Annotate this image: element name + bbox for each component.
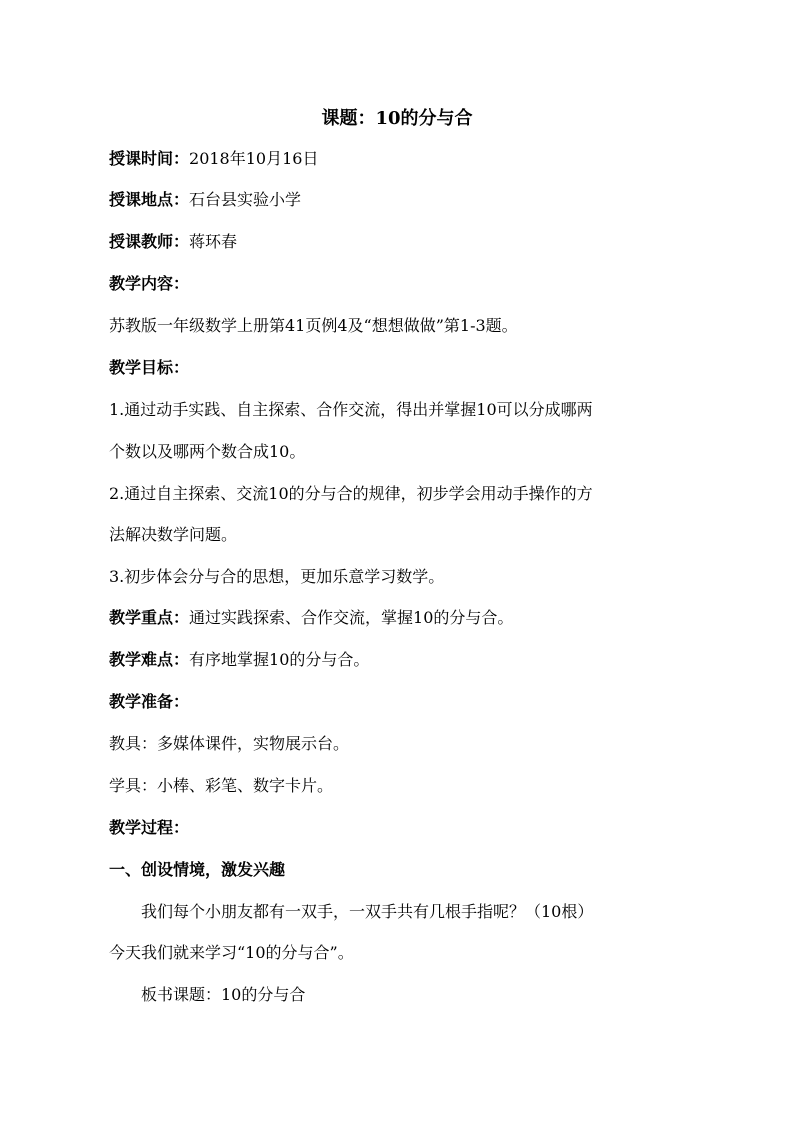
difficulty-label: 教学难点： — [109, 650, 190, 669]
process-section-1: 一、创设情境，激发兴趣 — [109, 860, 286, 879]
content-heading: 教学内容： — [109, 274, 190, 293]
goal-2-line-1: 2.通过自主探索、交流10的分与合的规律，初步学会用动手操作的方 — [109, 484, 593, 503]
student-tools: 学具：小棒、彩笔、数字卡片。 — [109, 776, 334, 795]
teacher-tools: 教具：多媒体课件，实物展示台。 — [109, 734, 350, 753]
key-point — [109, 605, 709, 631]
info-time — [109, 146, 709, 172]
info-teacher-label: 授课教师： — [109, 232, 190, 251]
key-point-text: 通过实践探索、合作交流，掌握10的分与合。 — [189, 608, 514, 627]
info-place-value: 石台县实验小学 — [189, 190, 302, 209]
process-paragraph-2: 板书课题：10的分与合 — [141, 985, 306, 1004]
goals-heading: 教学目标： — [109, 358, 190, 377]
info-place-label: 授课地点： — [109, 190, 190, 209]
process-paragraph-1-line-2: 今天我们就来学习“10的分与合”。 — [109, 943, 354, 962]
goal-1-line-1: 1.通过动手实践、自主探索、合作交流，得出并掌握10可以分成哪两 — [109, 400, 593, 419]
goal-2-line-2: 法解决数学问题。 — [109, 525, 238, 544]
process-heading: 教学过程： — [109, 818, 190, 837]
lesson-title: 课题：10的分与合 — [321, 108, 473, 129]
difficulty — [109, 647, 709, 673]
key-point-label: 教学重点： — [109, 608, 190, 627]
info-teacher — [109, 229, 709, 255]
difficulty-text: 有序地掌握10的分与合。 — [189, 650, 370, 669]
info-time-label: 授课时间： — [109, 149, 190, 168]
content-text: 苏教版一年级数学上册第41页例4及“想想做做”第1-3题。 — [109, 316, 518, 335]
info-place — [109, 187, 709, 213]
process-paragraph-1-line-1: 我们每个小朋友都有一双手，一双手共有几根手指呢？（10根） — [141, 902, 594, 921]
info-teacher-value: 蒋环春 — [189, 232, 238, 251]
goal-3: 3.初步体会分与合的思想，更加乐意学习数学。 — [109, 567, 445, 586]
preparation-heading: 教学准备： — [109, 692, 190, 711]
info-time-value: 2018年10月16日 — [189, 149, 319, 168]
goal-1-line-2: 个数以及哪两个数合成10。 — [109, 442, 306, 461]
